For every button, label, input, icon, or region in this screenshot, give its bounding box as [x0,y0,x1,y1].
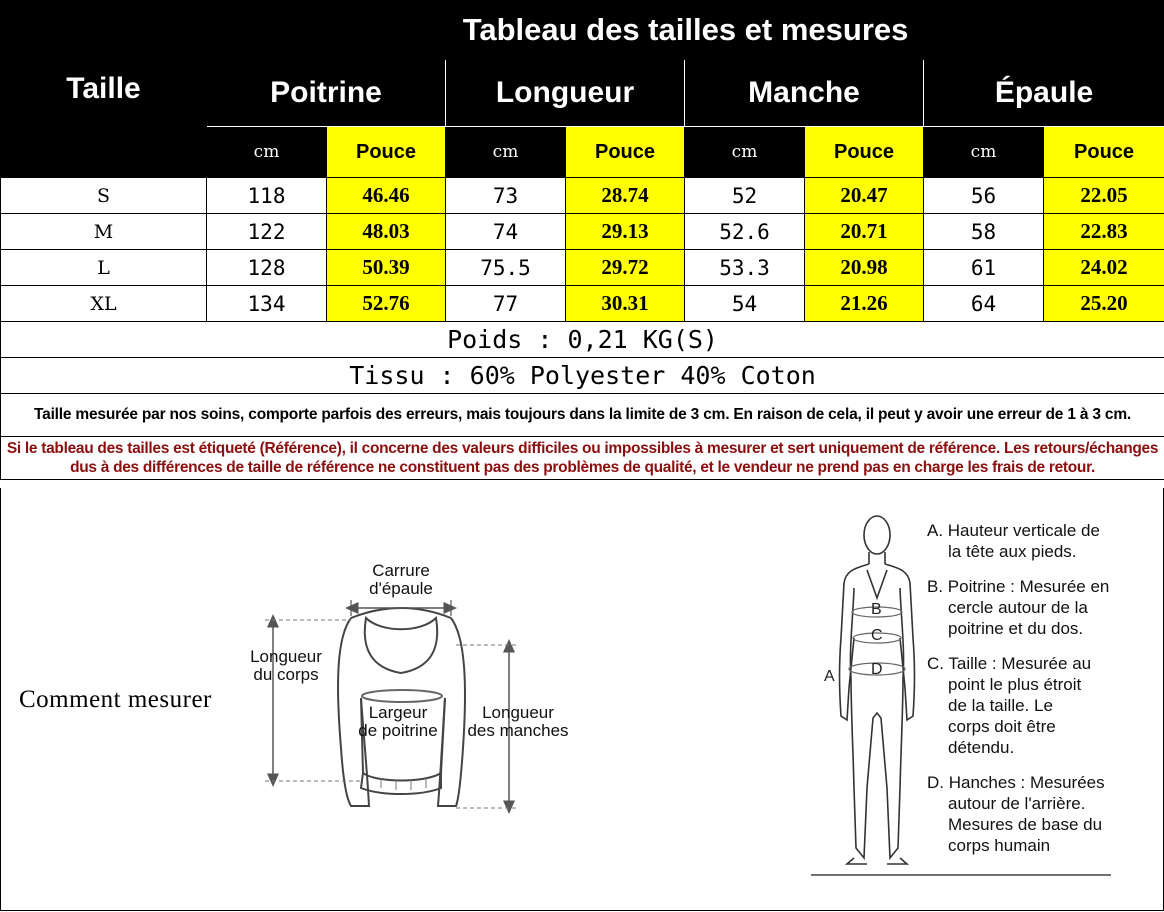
legend-item-b: B. Poitrine : Mesurée en cercle autour de la poitrine et du dos. [927,577,1110,638]
value-cell: 64 [924,286,1044,322]
table-row [1,178,1164,214]
unit-pouce-header: Pouce [805,127,924,178]
weight-row: Poids : 0,21 KG(S) [1,322,1164,358]
unit-pouce-header: Pouce [566,127,685,178]
value-cell: 122 [207,214,327,250]
unit-pouce-header: Pouce [327,127,446,178]
legend-item-a: A. Hauteur verticale de la tête aux pieds. [927,521,1100,561]
figure-letter-c: C [871,627,883,644]
unit-cm-header: cm [207,127,327,178]
human-figure-icon [840,516,915,864]
figure-letter-d: D [871,661,883,678]
value-cell: 21.26 [805,286,924,322]
value-cell: 20.47 [805,178,924,214]
size-cell: S [1,178,207,214]
value-cell: 54 [685,286,805,322]
value-cell: 61 [924,250,1044,286]
value-cell: 118 [207,178,327,214]
value-cell: 52 [685,178,805,214]
unit-cm-header: cm [446,127,566,178]
value-cell: 25.20 [1044,286,1164,322]
value-cell: 29.72 [566,250,685,286]
value-cell: 58 [924,214,1044,250]
value-cell: 53.3 [685,250,805,286]
value-cell: 30.31 [566,286,685,322]
value-cell: 75.5 [446,250,566,286]
size-column-header: Taille [1,1,207,178]
value-cell: 52.6 [685,214,805,250]
size-cell: XL [1,286,207,322]
how-to-measure-label: Comment mesurer [19,686,212,713]
group-header-shoulder: Épaule [924,60,1164,127]
value-cell: 134 [207,286,327,322]
table-row [1,286,1164,322]
value-cell: 20.98 [805,250,924,286]
measurement-legend [927,520,1157,870]
figure-letter-b: B [871,601,882,618]
fabric-row: Tissu : 60% Polyester 40% Coton [1,358,1164,394]
shoulder-label: Carrure d'épaule [369,561,433,598]
unit-pouce-header: Pouce [1044,127,1164,178]
group-header-sleeve: Manche [685,60,924,127]
value-cell: 29.13 [566,214,685,250]
value-cell: 128 [207,250,327,286]
value-cell: 46.46 [327,178,446,214]
unit-cm-header: cm [924,127,1044,178]
value-cell: 56 [924,178,1044,214]
legend-item-c: C. Taille : Mesurée au point le plus étroit de la taille. Le corps doit être détendu. [927,654,1092,757]
sleeve-length-label: Longueur des manches [467,703,569,740]
measurement-note: Taille mesurée par nos soins, comporte parfois des erreurs, mais toujours dans la limite de 3 cm. En raison de cela, il peut y avoir une erreur de 1 à 3 cm. [1,394,1164,437]
figure-letter-a: A [824,668,835,685]
value-cell: 50.39 [327,250,446,286]
table-title: Tableau des tailles et mesures [207,1,1164,60]
value-cell: 28.74 [566,178,685,214]
value-cell: 48.03 [327,214,446,250]
size-cell: M [1,214,207,250]
value-cell: 74 [446,214,566,250]
body-length-label: Longueur du corps [250,647,322,684]
chest-width-label: Largeur de poitrine [358,703,438,740]
reference-warning: Si le tableau des tailles est étiqueté (Référence), il concerne des valeurs difficiles ou impossibles à mesurer et sert uniquement de référence. Les retours/échanges dus à des différences de taille de référence ne constituent pas des problèmes de qualité, et le vendeur ne prend pas en charge les frais de retour. [1,437,1164,480]
value-cell: 73 [446,178,566,214]
value-cell: 22.83 [1044,214,1164,250]
how-to-measure-section [0,488,1164,911]
value-cell: 52.76 [327,286,446,322]
legend-item-d: D. Hanches : Mesurées autour de l'arrière. Mesures de base du corps humain [927,773,1105,855]
group-header-length: Longueur [446,60,685,127]
group-header-chest: Poitrine [207,60,446,127]
value-cell: 77 [446,286,566,322]
table-row [1,250,1164,286]
table-row [1,214,1164,250]
size-cell: L [1,250,207,286]
value-cell: 20.71 [805,214,924,250]
value-cell: 22.05 [1044,178,1164,214]
unit-cm-header: cm [685,127,805,178]
value-cell: 24.02 [1044,250,1164,286]
